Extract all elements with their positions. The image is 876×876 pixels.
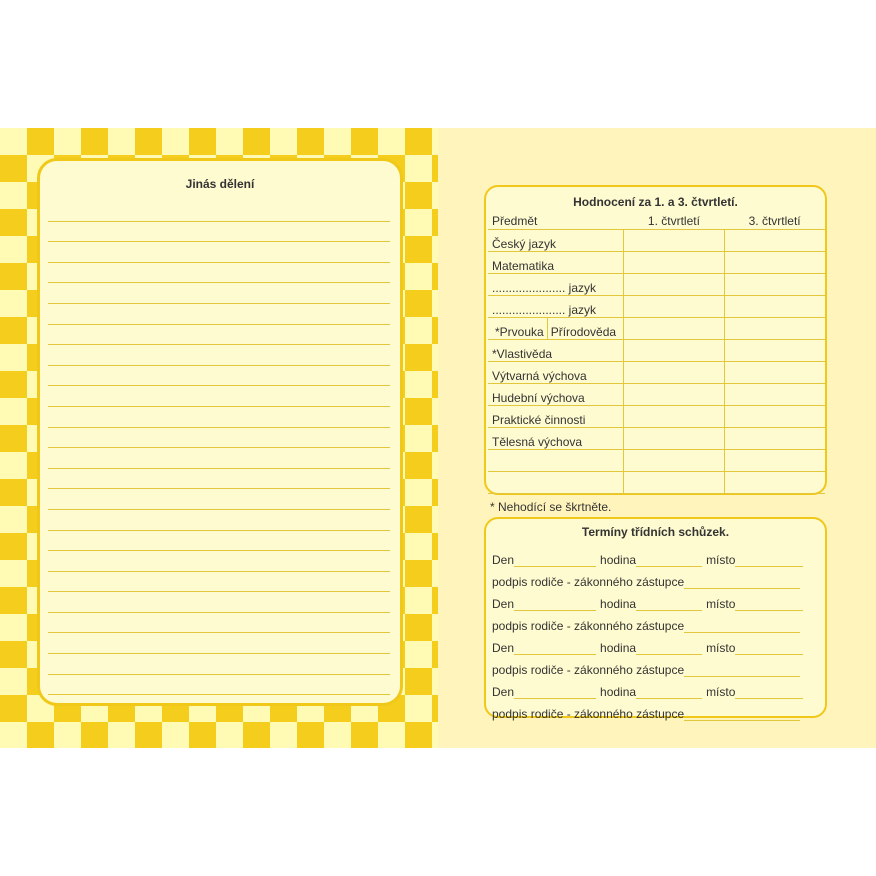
- note-line[interactable]: [48, 263, 390, 284]
- note-line[interactable]: [48, 613, 390, 634]
- note-line[interactable]: [48, 242, 390, 263]
- grade-q3-cell[interactable]: [724, 252, 825, 274]
- grades-row: [488, 384, 825, 406]
- meeting-signature-row: [492, 655, 821, 677]
- day-label: Den: [492, 641, 515, 655]
- grade-q1-cell[interactable]: [624, 252, 725, 274]
- grades-row: [488, 318, 825, 340]
- hour-label: hodina: [600, 553, 637, 567]
- grades-header-row: [488, 213, 825, 230]
- place-label: místo: [706, 641, 736, 655]
- footnote: * Nehodící se škrtněte.: [490, 500, 612, 514]
- note-line[interactable]: [48, 345, 390, 366]
- note-line[interactable]: [48, 407, 390, 428]
- subject-cell: [488, 318, 624, 340]
- grades-row: [488, 252, 825, 274]
- hour-field[interactable]: [636, 554, 702, 567]
- signature-field[interactable]: [684, 708, 800, 721]
- signature-label: podpis rodiče - zákonného zástupce: [492, 575, 685, 589]
- grade-q1-cell[interactable]: [624, 318, 725, 340]
- note-line[interactable]: [48, 654, 390, 675]
- grade-q3-cell[interactable]: [724, 428, 825, 450]
- grade-q3-cell[interactable]: [724, 450, 825, 472]
- signature-label: podpis rodiče - zákonného zástupce: [492, 707, 685, 721]
- subject-label: *Prvouka: [495, 325, 544, 339]
- grades-row: [488, 428, 825, 450]
- notes-lines: [48, 201, 390, 695]
- header-subject: Předmět: [488, 213, 624, 230]
- grades-row: [488, 362, 825, 384]
- hour-field[interactable]: [636, 686, 702, 699]
- signature-field[interactable]: [684, 576, 800, 589]
- subject-label: Výtvarná výchova: [488, 362, 624, 384]
- place-field[interactable]: [735, 642, 803, 655]
- grade-q1-cell[interactable]: [624, 450, 725, 472]
- note-line[interactable]: [48, 489, 390, 510]
- signature-field[interactable]: [684, 620, 800, 633]
- day-field[interactable]: [514, 598, 596, 611]
- grade-q3-cell[interactable]: [724, 362, 825, 384]
- subject-label: Hudební výchova: [488, 384, 624, 406]
- grades-row: [488, 230, 825, 252]
- header-q3: 3. čtvrtletí: [724, 213, 825, 230]
- hour-field[interactable]: [636, 598, 702, 611]
- grade-q3-cell[interactable]: [724, 230, 825, 252]
- grade-q1-cell[interactable]: [624, 340, 725, 362]
- subject-label: ...................... jazyk: [488, 274, 624, 296]
- grades-row: [488, 472, 825, 494]
- subject-label: Český jazyk: [488, 230, 624, 252]
- grades-row: [488, 450, 825, 472]
- grade-q1-cell[interactable]: [624, 362, 725, 384]
- meetings-title: Termíny třídních schůzek.: [581, 525, 730, 539]
- meetings-card: [484, 517, 827, 721]
- grade-q3-cell[interactable]: [724, 406, 825, 428]
- grade-q1-cell[interactable]: [624, 230, 725, 252]
- grades-row: [488, 406, 825, 428]
- grades-row: [488, 340, 825, 362]
- grade-q1-cell[interactable]: [624, 406, 725, 428]
- note-line[interactable]: [48, 201, 390, 222]
- note-line[interactable]: [48, 531, 390, 552]
- subject-label: Matematika: [488, 252, 624, 274]
- grade-q1-cell[interactable]: [624, 296, 725, 318]
- day-field[interactable]: [514, 554, 596, 567]
- note-line[interactable]: [48, 366, 390, 387]
- grade-q3-cell[interactable]: [724, 274, 825, 296]
- notes-card: [37, 158, 403, 706]
- grade-q3-cell[interactable]: [724, 340, 825, 362]
- day-field[interactable]: [514, 686, 596, 699]
- grades-row: [488, 274, 825, 296]
- notes-title: Jinás dělení: [185, 177, 255, 191]
- grade-q3-cell[interactable]: [724, 472, 825, 494]
- day-label: Den: [492, 685, 515, 699]
- meeting-signature-row: [492, 611, 821, 633]
- grade-q3-cell[interactable]: [724, 318, 825, 340]
- note-line[interactable]: [48, 222, 390, 243]
- note-line[interactable]: [48, 283, 390, 304]
- meeting-date-row: [492, 545, 821, 567]
- meeting-date-row: [492, 677, 821, 699]
- subject-label: Praktické činnosti: [488, 406, 624, 428]
- grades-table: [488, 213, 825, 494]
- note-line[interactable]: [48, 592, 390, 613]
- place-field[interactable]: [735, 686, 803, 699]
- meeting-date-row: [492, 633, 821, 655]
- note-line[interactable]: [48, 448, 390, 469]
- grades-title: Hodnocení za 1. a 3. čtvrtletí.: [573, 195, 738, 209]
- meetings-rows: [492, 545, 821, 721]
- subject-label: [488, 450, 624, 472]
- place-label: místo: [706, 597, 736, 611]
- subject-label: Přírodověda: [547, 318, 619, 339]
- grades-card: [484, 185, 827, 495]
- header-q1: 1. čtvrtletí: [624, 213, 725, 230]
- note-line[interactable]: [48, 325, 390, 346]
- meeting-signature-row: [492, 699, 821, 721]
- left-page: [0, 128, 438, 748]
- note-line[interactable]: [48, 510, 390, 531]
- day-label: Den: [492, 597, 515, 611]
- place-label: místo: [706, 553, 736, 567]
- place-field[interactable]: [735, 598, 803, 611]
- hour-field[interactable]: [636, 642, 702, 655]
- grade-q1-cell[interactable]: [624, 384, 725, 406]
- note-line[interactable]: [48, 428, 390, 449]
- note-line[interactable]: [48, 675, 390, 696]
- grade-q1-cell[interactable]: [624, 428, 725, 450]
- note-line[interactable]: [48, 572, 390, 593]
- hour-label: hodina: [600, 685, 637, 699]
- note-line[interactable]: [48, 551, 390, 572]
- place-label: místo: [706, 685, 736, 699]
- meeting-date-row: [492, 589, 821, 611]
- place-field[interactable]: [735, 554, 803, 567]
- note-line[interactable]: [48, 386, 390, 407]
- signature-label: podpis rodiče - zákonného zástupce: [492, 619, 685, 633]
- hour-label: hodina: [600, 597, 637, 611]
- note-line[interactable]: [48, 633, 390, 654]
- subject-label: Tělesná výchova: [488, 428, 624, 450]
- subject-label: ...................... jazyk: [488, 296, 624, 318]
- signature-label: podpis rodiče - zákonného zástupce: [492, 663, 685, 677]
- grade-q1-cell[interactable]: [624, 274, 725, 296]
- day-label: Den: [492, 553, 515, 567]
- hour-label: hodina: [600, 641, 637, 655]
- subject-label: *Vlastivěda: [488, 340, 624, 362]
- day-field[interactable]: [514, 642, 596, 655]
- note-line[interactable]: [48, 304, 390, 325]
- meeting-signature-row: [492, 567, 821, 589]
- grades-row: [488, 296, 825, 318]
- note-line[interactable]: [48, 469, 390, 490]
- grade-q3-cell[interactable]: [724, 384, 825, 406]
- signature-field[interactable]: [684, 664, 800, 677]
- grade-q1-cell[interactable]: [624, 472, 725, 494]
- subject-label: [488, 472, 624, 494]
- grade-q3-cell[interactable]: [724, 296, 825, 318]
